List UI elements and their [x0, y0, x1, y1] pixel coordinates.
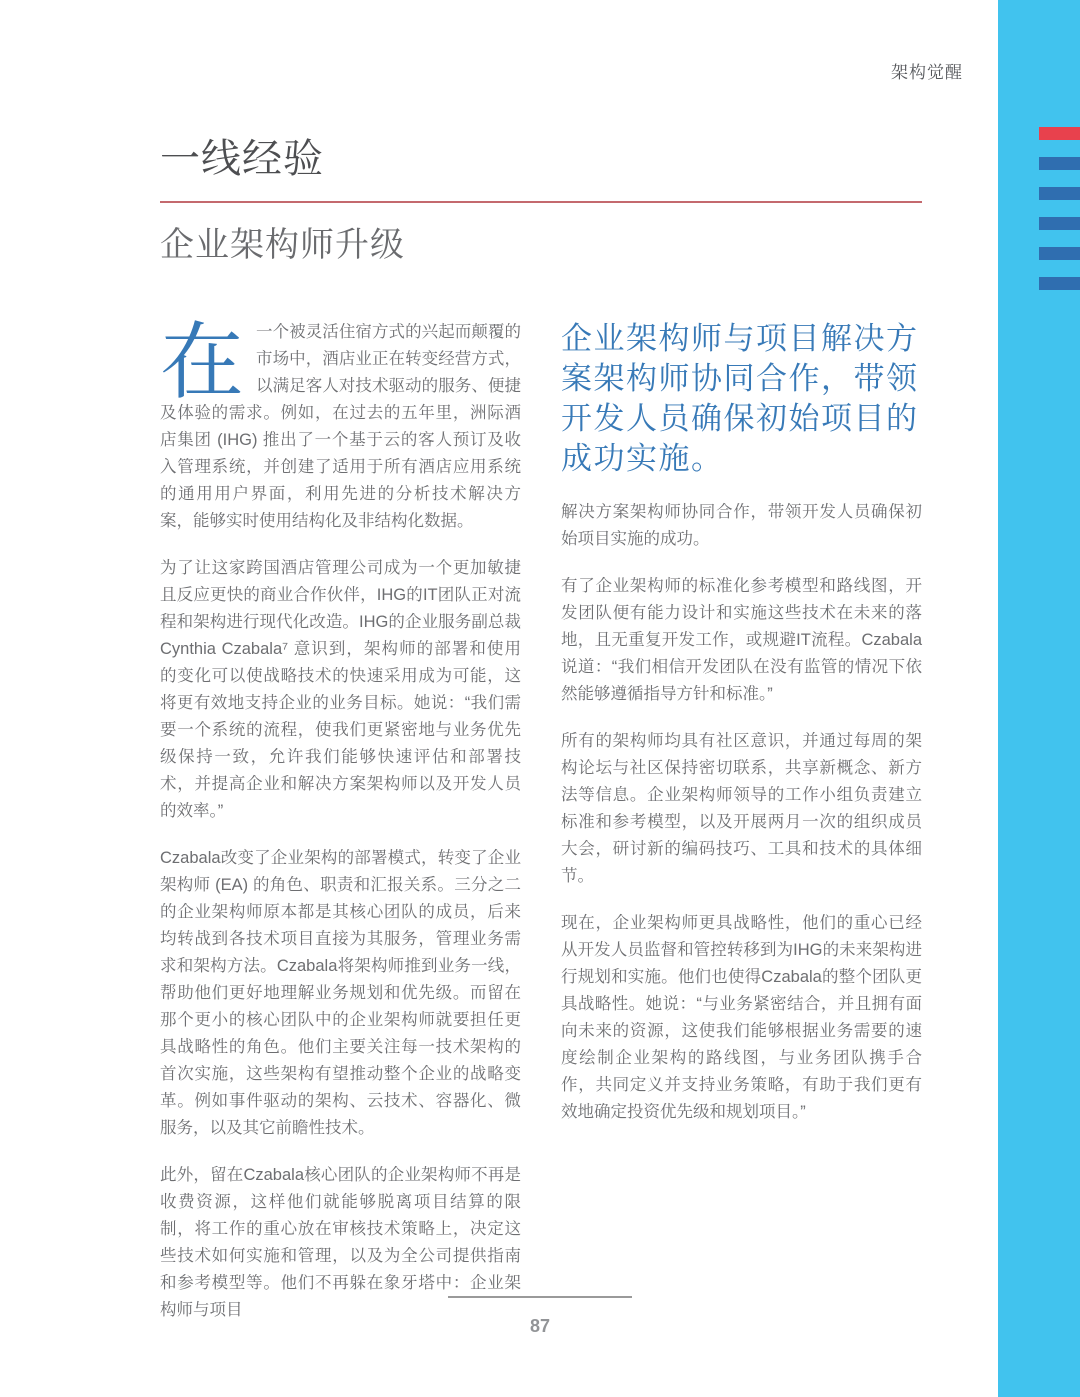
pull-quote: 企业架构师与项目解决方案架构师协同合作，带领开发人员确保初始项目的成功实施。: [561, 321, 919, 477]
stripe-blue-5: [1039, 277, 1080, 290]
sidebar-accent-bar: [998, 0, 1080, 1397]
stripe-blue-3: [1039, 217, 1080, 230]
running-head: 架构觉醒: [891, 63, 963, 82]
stripe-red: [1039, 127, 1080, 140]
paragraph: 现在，企业架构师更具战略性，他们的重心已经从开发人员监督和管控转移到为IHG的未来架构进行规划和实施。他们也使得Czabala的整个团队更具战略性。她说：“与业务紧密结合，并且拥有面向未来的资源，这使我们能够根据业务需要的速度绘制企业架构的路线图，与业务团队携手合作，共同定义并支持业务策略，有助于我们更有效地确定投资优先级和规划项目。”: [561, 914, 922, 1122]
section-title: 一线经验: [160, 137, 324, 181]
paragraph: 解决方案架构师协同合作，带领开发人员确保初始项目实施的成功。: [561, 503, 922, 549]
paragraph: 此外，留在Czabala核心团队的企业架构师不再是收费资源，这样他们就能够脱离项目结算的限制，将工作的重心放在审核技术策略上，决定这些技术如何实施和管理，以及为全公司提供指南和参考模型等。他们不再躲在象牙塔中：企业架构师与项目: [160, 1166, 521, 1320]
left-column: [160, 315, 521, 1324]
paragraph: Czabala改变了企业架构的部署模式，转变了企业架构师 (EA) 的角色、职责和汇报关系。三分之二的企业架构师原本都是其核心团队的成员，后来均转战到各技术项目直接为其服务，管理业务需求和架构方法。Czabala将架构师推到业务一线，帮助他们更好地理解业务规划和优先级。而留在那个更小的核心团队中的企业架构师就要担任更具战略性的角色。他们主要关注每一技术架构的首次实施，这些架构有望推动整个企业的战略变革。例如事件驱动的架构、云技术、容器化、微服务，以及其它前瞻性技术。: [160, 849, 521, 1138]
paragraph: 所有的架构师均具有社区意识，并通过每周的架构论坛与社区保持密切联系，共享新概念、新方法等信息。企业架构师领导的工作小组负责建立标准和参考模型，以及开展两月一次的组织成员大会，研讨新的编码技巧、工具和技术的具体细节。: [561, 732, 922, 886]
paragraph: 为了让这家跨国酒店管理公司成为一个更加敏捷且反应更快的商业合作伙伴，IHG的IT团队正对流程和架构进行现代化改造。IHG的企业服务副总裁Cynthia Czabala⁷ 意识到，架构师的部署和使用的变化可以使战略技术的快速采用成为可能，这将更有效地支持企业的业务目标。她说：“我们需要一个系统的流程，使我们更紧密地与业务优先级保持一致，允许我们能够快速评估和部署技术，并提高企业和解决方案架构师以及开发人员的效率。”: [160, 559, 521, 821]
page-number: 87: [529, 1316, 551, 1336]
article-content: [160, 136, 922, 1324]
stripe-blue-1: [1039, 157, 1080, 170]
stripe-blue-4: [1039, 247, 1080, 260]
title-rule: [160, 201, 922, 203]
right-column: [561, 319, 922, 1324]
paragraph: 有了企业架构师的标准化参考模型和路线图，开发团队便有能力设计和实施这些技术在未来的落地，且无重复开发工作，或规避IT流程。Czabala说道：“我们相信开发团队在没有监管的情况下依然能够遵循指导方针和标准。”: [561, 577, 922, 704]
stripe-blue-2: [1039, 187, 1080, 200]
dropcap: 在: [160, 315, 245, 410]
footer-rule: [448, 1296, 632, 1298]
paragraph-text: 一个被灵活住宿方式的兴起而颠覆的市场中，酒店业正在转变经营方式，以满足客人对技术驱动的服务、便捷及体验的需求。例如，在过去的五年里，洲际酒店集团 (IHG) 推出了一个基于云的客人预订及收入管理系统，并创建了适用于所有酒店应用系统的通用用户界面，利用先进的分析技术解决方案，能够实时使用结构化及非结构化数据。: [160, 323, 521, 531]
article-title: 企业架构师升级: [160, 226, 405, 264]
body-columns: [160, 315, 922, 1324]
paragraph: [160, 315, 521, 535]
